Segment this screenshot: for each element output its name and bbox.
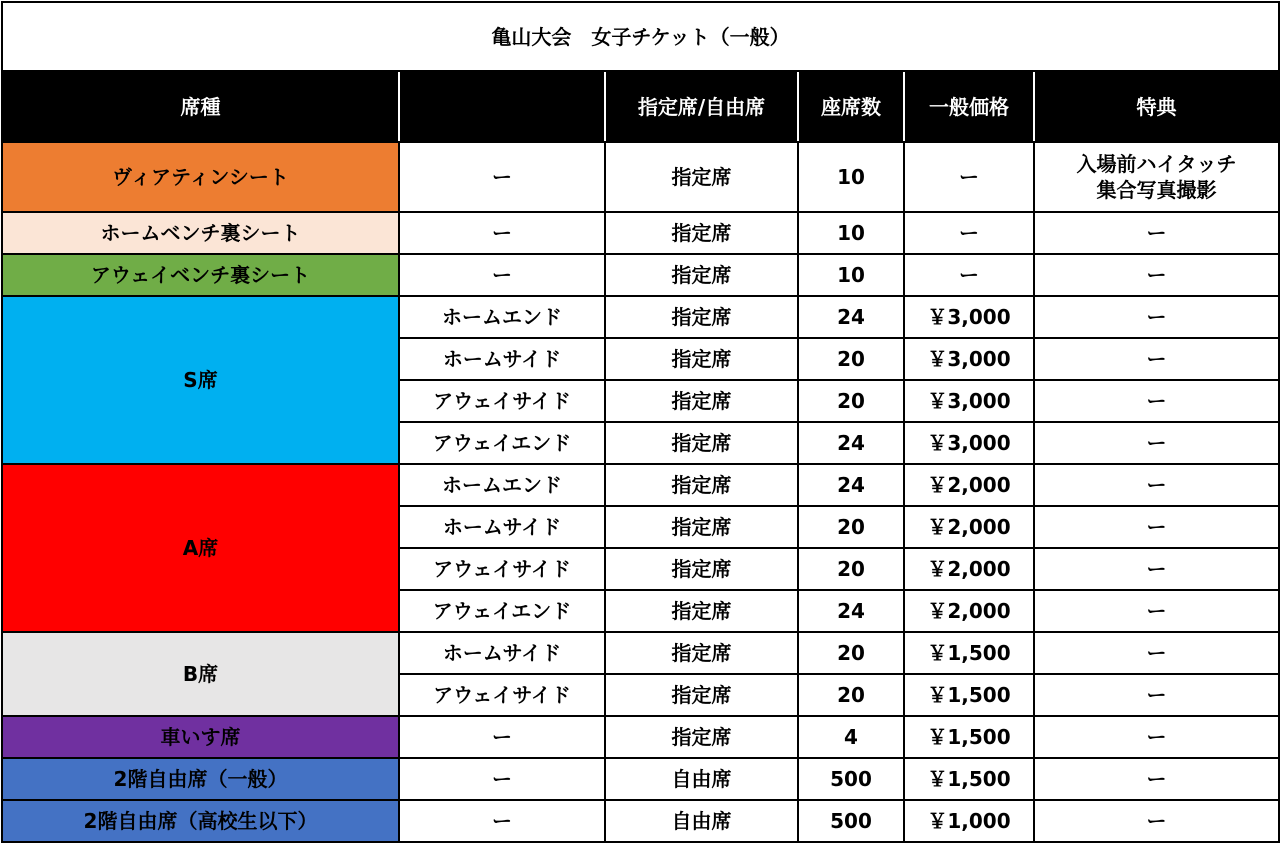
area-cell: ー: [399, 212, 605, 254]
seat-type-cell: 2階自由席（高校生以下）: [2, 800, 399, 842]
designation-cell: 指定席: [605, 716, 798, 758]
count-cell: 20: [798, 632, 904, 674]
area-cell: ホームエンド: [399, 296, 605, 338]
table-row: [2, 212, 1279, 254]
perk-cell: ー: [1034, 590, 1279, 632]
price-cell: ー: [904, 254, 1034, 296]
perk-cell: ー: [1034, 674, 1279, 716]
count-cell: 500: [798, 758, 904, 800]
area-cell: アウェイエンド: [399, 590, 605, 632]
perk-cell: ー: [1034, 212, 1279, 254]
area-cell: ホームエンド: [399, 464, 605, 506]
seat-type-cell: ホームベンチ裏シート: [2, 212, 399, 254]
designation-cell: 指定席: [605, 296, 798, 338]
area-cell: アウェイサイド: [399, 380, 605, 422]
header-perk: 特典: [1034, 71, 1279, 142]
price-cell: ￥1,000: [904, 800, 1034, 842]
seat-type-cell: 車いす席: [2, 716, 399, 758]
designation-cell: 指定席: [605, 632, 798, 674]
perk-cell: ー: [1034, 632, 1279, 674]
designation-cell: 指定席: [605, 380, 798, 422]
perk-line: 集合写真撮影: [1096, 178, 1217, 202]
price-cell: ￥1,500: [904, 674, 1034, 716]
price-cell: ￥3,000: [904, 422, 1034, 464]
area-cell: ー: [399, 142, 605, 212]
area-cell: ー: [399, 254, 605, 296]
ticket-table: [1, 1, 1280, 843]
seat-type-cell: アウェイベンチ裏シート: [2, 254, 399, 296]
designation-cell: 自由席: [605, 758, 798, 800]
perk-cell: ー: [1034, 380, 1279, 422]
designation-cell: 指定席: [605, 590, 798, 632]
header-row: [2, 71, 1279, 142]
table-row: [2, 296, 1279, 338]
seat-type-cell: ヴィアティンシート: [2, 142, 399, 212]
table-row: [2, 758, 1279, 800]
count-cell: 10: [798, 212, 904, 254]
header-area: [399, 71, 605, 142]
table-row: [2, 464, 1279, 506]
designation-cell: 指定席: [605, 212, 798, 254]
price-cell: ￥2,000: [904, 506, 1034, 548]
perk-cell: [1034, 142, 1279, 212]
area-cell: アウェイサイド: [399, 674, 605, 716]
designation-cell: 指定席: [605, 422, 798, 464]
seat-type-cell: S席: [2, 296, 399, 464]
count-cell: 20: [798, 548, 904, 590]
area-cell: ホームサイド: [399, 632, 605, 674]
count-cell: 24: [798, 464, 904, 506]
seat-type-cell: A席: [2, 464, 399, 632]
header-seat-type: 席種: [2, 71, 399, 142]
seat-type-cell: B席: [2, 632, 399, 716]
count-cell: 24: [798, 422, 904, 464]
seat-type-cell: 2階自由席（一般）: [2, 758, 399, 800]
area-cell: ホームサイド: [399, 338, 605, 380]
table-row: [2, 716, 1279, 758]
count-cell: 4: [798, 716, 904, 758]
perk-cell: ー: [1034, 800, 1279, 842]
perk-cell: ー: [1034, 716, 1279, 758]
perk-cell: ー: [1034, 758, 1279, 800]
designation-cell: 指定席: [605, 464, 798, 506]
count-cell: 10: [798, 254, 904, 296]
area-cell: ー: [399, 800, 605, 842]
table-row: [2, 254, 1279, 296]
perk-cell: ー: [1034, 548, 1279, 590]
price-cell: ￥3,000: [904, 296, 1034, 338]
count-cell: 20: [798, 506, 904, 548]
price-cell: ー: [904, 142, 1034, 212]
perk-cell: ー: [1034, 254, 1279, 296]
price-cell: ￥1,500: [904, 716, 1034, 758]
designation-cell: 自由席: [605, 800, 798, 842]
count-cell: 20: [798, 380, 904, 422]
perk-cell: ー: [1034, 506, 1279, 548]
count-cell: 24: [798, 296, 904, 338]
designation-cell: 指定席: [605, 142, 798, 212]
perk-cell: ー: [1034, 422, 1279, 464]
area-cell: アウェイエンド: [399, 422, 605, 464]
price-cell: ￥2,000: [904, 548, 1034, 590]
price-cell: ￥1,500: [904, 632, 1034, 674]
header-price: 一般価格: [904, 71, 1034, 142]
price-cell: ￥2,000: [904, 590, 1034, 632]
price-cell: ー: [904, 212, 1034, 254]
header-designation: 指定席/自由席: [605, 71, 798, 142]
price-cell: ￥3,000: [904, 380, 1034, 422]
count-cell: 20: [798, 338, 904, 380]
price-cell: ￥2,000: [904, 464, 1034, 506]
area-cell: ー: [399, 716, 605, 758]
table-row: [2, 800, 1279, 842]
perk-cell: ー: [1034, 338, 1279, 380]
area-cell: ホームサイド: [399, 506, 605, 548]
count-cell: 10: [798, 142, 904, 212]
count-cell: 20: [798, 674, 904, 716]
perk-line: 入場前ハイタッチ: [1076, 152, 1237, 176]
perk-cell: ー: [1034, 464, 1279, 506]
table-title: 亀山大会 女子チケット（一般）: [2, 2, 1279, 71]
price-cell: ￥1,500: [904, 758, 1034, 800]
count-cell: 500: [798, 800, 904, 842]
perk-cell: ー: [1034, 296, 1279, 338]
designation-cell: 指定席: [605, 506, 798, 548]
designation-cell: 指定席: [605, 254, 798, 296]
table-row: [2, 632, 1279, 674]
designation-cell: 指定席: [605, 674, 798, 716]
table-row: [2, 142, 1279, 212]
area-cell: ー: [399, 758, 605, 800]
designation-cell: 指定席: [605, 338, 798, 380]
area-cell: アウェイサイド: [399, 548, 605, 590]
count-cell: 24: [798, 590, 904, 632]
price-cell: ￥3,000: [904, 338, 1034, 380]
designation-cell: 指定席: [605, 548, 798, 590]
header-seat-count: 座席数: [798, 71, 904, 142]
